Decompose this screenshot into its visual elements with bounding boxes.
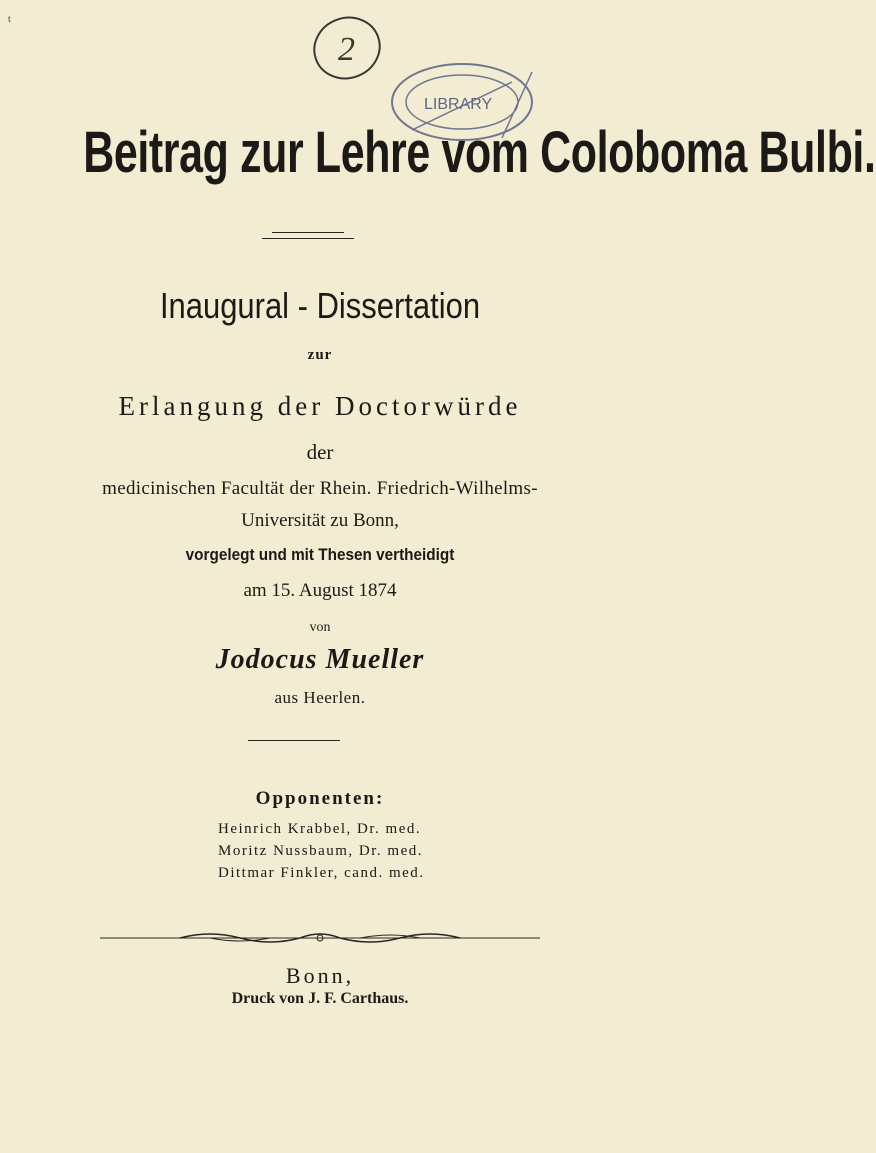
decorative-ornament bbox=[100, 928, 540, 948]
edge-mark: t bbox=[8, 14, 11, 25]
opponents-list bbox=[218, 818, 425, 884]
faculty-line: medicinischen Facultät der Rhein. Friedrich-Wilhelms- bbox=[102, 478, 538, 499]
imprint-city: Bonn, bbox=[285, 963, 355, 988]
opponents-heading: Opponenten: bbox=[255, 788, 385, 809]
opponent-entry: Heinrich Krabbel, Dr. med. bbox=[218, 821, 422, 837]
author-origin: aus Heerlen. bbox=[274, 688, 366, 707]
opponent-entry: Moritz Nussbaum, Dr. med. bbox=[218, 843, 423, 859]
university-line: Universität zu Bonn, bbox=[241, 510, 399, 531]
title-rule-top bbox=[272, 232, 344, 233]
opponent-entry: Dittmar Finkler, cand. med. bbox=[218, 865, 425, 881]
printer-line: Druck von J. F. Carthaus. bbox=[231, 990, 409, 1007]
date-line: am 15. August 1874 bbox=[243, 580, 397, 601]
svg-text:LIBRARY: LIBRARY bbox=[424, 96, 493, 113]
zur-text: zur bbox=[307, 347, 333, 363]
main-title: Beitrag zur Lehre vom Coloboma Bulbi. bbox=[83, 120, 876, 185]
der-text: der bbox=[306, 440, 334, 464]
von-text: von bbox=[309, 620, 331, 635]
defended-line: vorgelegt und mit Thesen vertheidigt bbox=[185, 545, 455, 564]
author-name: Jodocus Mueller bbox=[215, 644, 425, 675]
title-rule-bottom bbox=[262, 238, 354, 239]
section-divider bbox=[248, 740, 340, 741]
svg-text:2: 2 bbox=[338, 31, 355, 68]
dissertation-heading: Inaugural - Dissertation bbox=[159, 285, 481, 326]
handwritten-number-mark bbox=[308, 8, 386, 84]
degree-line: Erlangung der Doctorwürde bbox=[118, 391, 522, 421]
